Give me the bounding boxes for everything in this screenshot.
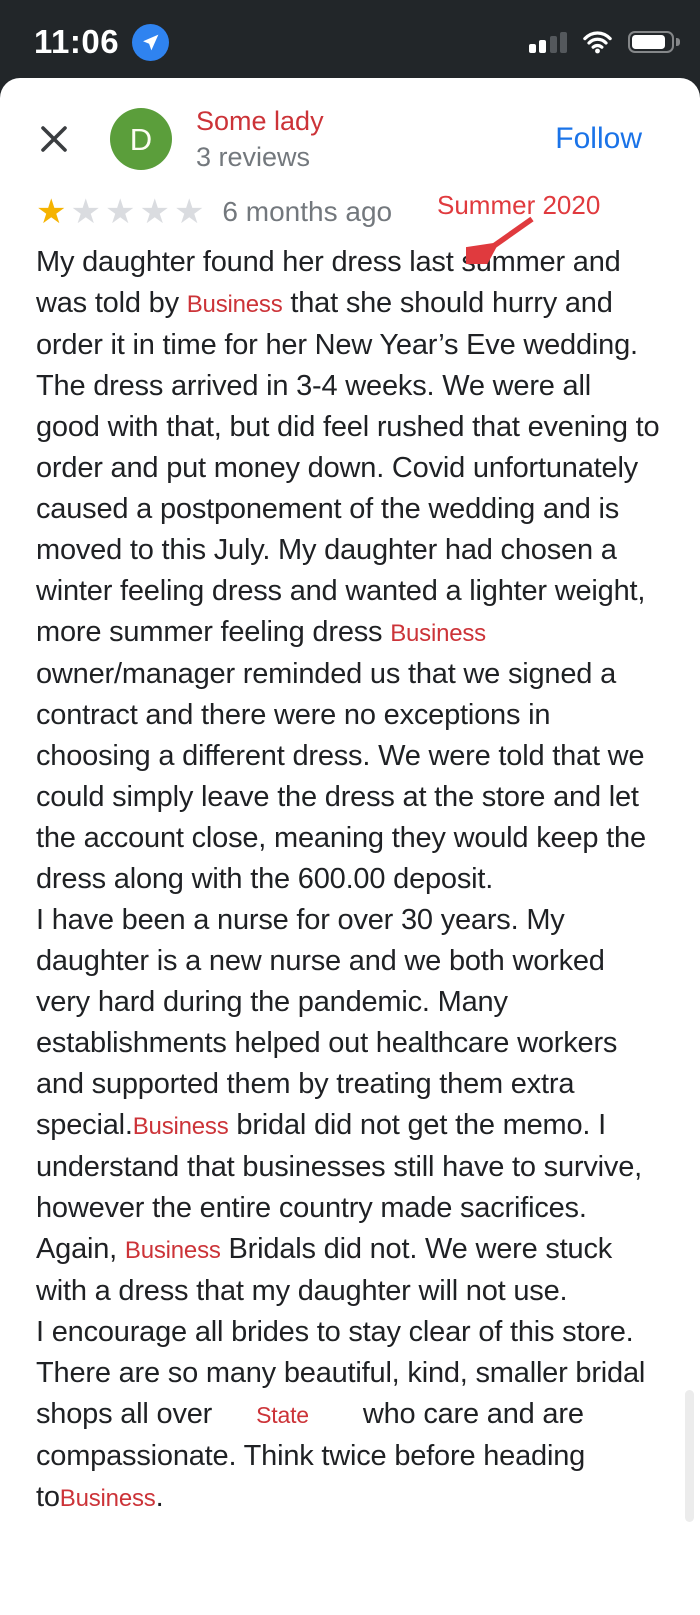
text-segment: My daughter found her dress last summer and was told by <box>36 245 621 319</box>
x-icon <box>43 128 65 150</box>
review-date: 6 months ago <box>222 195 393 227</box>
review-header <box>0 78 700 173</box>
battery-icon <box>628 31 674 53</box>
review-paragraph <box>36 242 662 900</box>
review-paragraph <box>36 1312 662 1519</box>
review-text <box>36 242 662 1519</box>
status-time: 11:06 <box>34 23 120 60</box>
star-empty-icon: ★ <box>173 191 205 232</box>
avatar-letter: D <box>129 121 153 157</box>
text-segment: who care and are compassionate. Think twice before heading to <box>36 1397 586 1513</box>
star-empty-icon: ★ <box>104 191 136 232</box>
wifi-icon <box>582 31 613 54</box>
text-segment: . <box>155 1480 164 1513</box>
redacted-token: Business <box>124 1236 221 1264</box>
location-active-icon <box>132 24 169 61</box>
cellular-signal-icon <box>529 31 568 53</box>
reviewer-info[interactable] <box>196 106 324 173</box>
text-segment: I have been a nurse for over 30 years. My daughter is a new nurse and we both worked very hard during the pandemic. Many establishments helped out healthcare workers and supported them by treating them extra special. <box>36 903 618 1141</box>
redacted-token: Business <box>59 1484 156 1512</box>
star-filled-icon: ★ <box>36 191 67 232</box>
redacted-token: Business <box>390 619 486 647</box>
star-empty-icon: ★ <box>70 191 101 232</box>
text-segment: bridal did not get the memo. I understand that businesses still have to survive, however the entire country made sacrifices. Again, <box>36 1108 642 1265</box>
star-empty-icon: ★ <box>139 191 170 232</box>
review-sheet <box>0 78 700 1615</box>
text-segment: owner/manager reminded us that we signed a contract and there were no exceptions in choosing a different dress. We were told that we could simply leave the dress at the store and let the account close, meaning they would keep the dress along with the 600.00 deposit. <box>36 657 646 895</box>
reviewer-review-count: 3 reviews <box>196 142 311 173</box>
annotation-summer-2020: Summer 2020 <box>437 190 601 220</box>
text-segment: I encourage all brides to stay clear of this store. There are so many beautiful, kind, smaller bridal shops all over <box>36 1315 646 1430</box>
review-paragraph <box>36 900 662 1312</box>
redacted-token: State <box>256 1401 309 1428</box>
redacted-token: Business <box>132 1112 229 1140</box>
text-segment: Bridals did not. We were stuck with a dress that my daughter will not use. <box>36 1232 613 1307</box>
scrollbar-thumb[interactable] <box>685 1390 694 1522</box>
red-arrow-icon <box>466 214 550 264</box>
battery-nub <box>676 38 680 46</box>
star-rating <box>36 191 205 232</box>
battery-fill <box>632 35 665 49</box>
redacted-token: Business <box>186 290 283 318</box>
reviewer-name: Some lady <box>196 106 324 136</box>
close-button[interactable] <box>38 123 70 155</box>
follow-button[interactable]: Follow <box>555 122 642 156</box>
status-bar <box>0 0 700 78</box>
text-segment: that she should hurry and order it in time for her New Year’s Eve wedding. The dress arrived in 3-4 weeks. We were all good with that, but did feel rushed that evening to order and put money down. Covid unfortunately caused a postponement of the wedding and is moved to this July. My daughter had chosen a winter feeling dress and wanted a lighter weight, more summer feeling dress <box>36 286 660 648</box>
avatar[interactable] <box>110 108 172 170</box>
